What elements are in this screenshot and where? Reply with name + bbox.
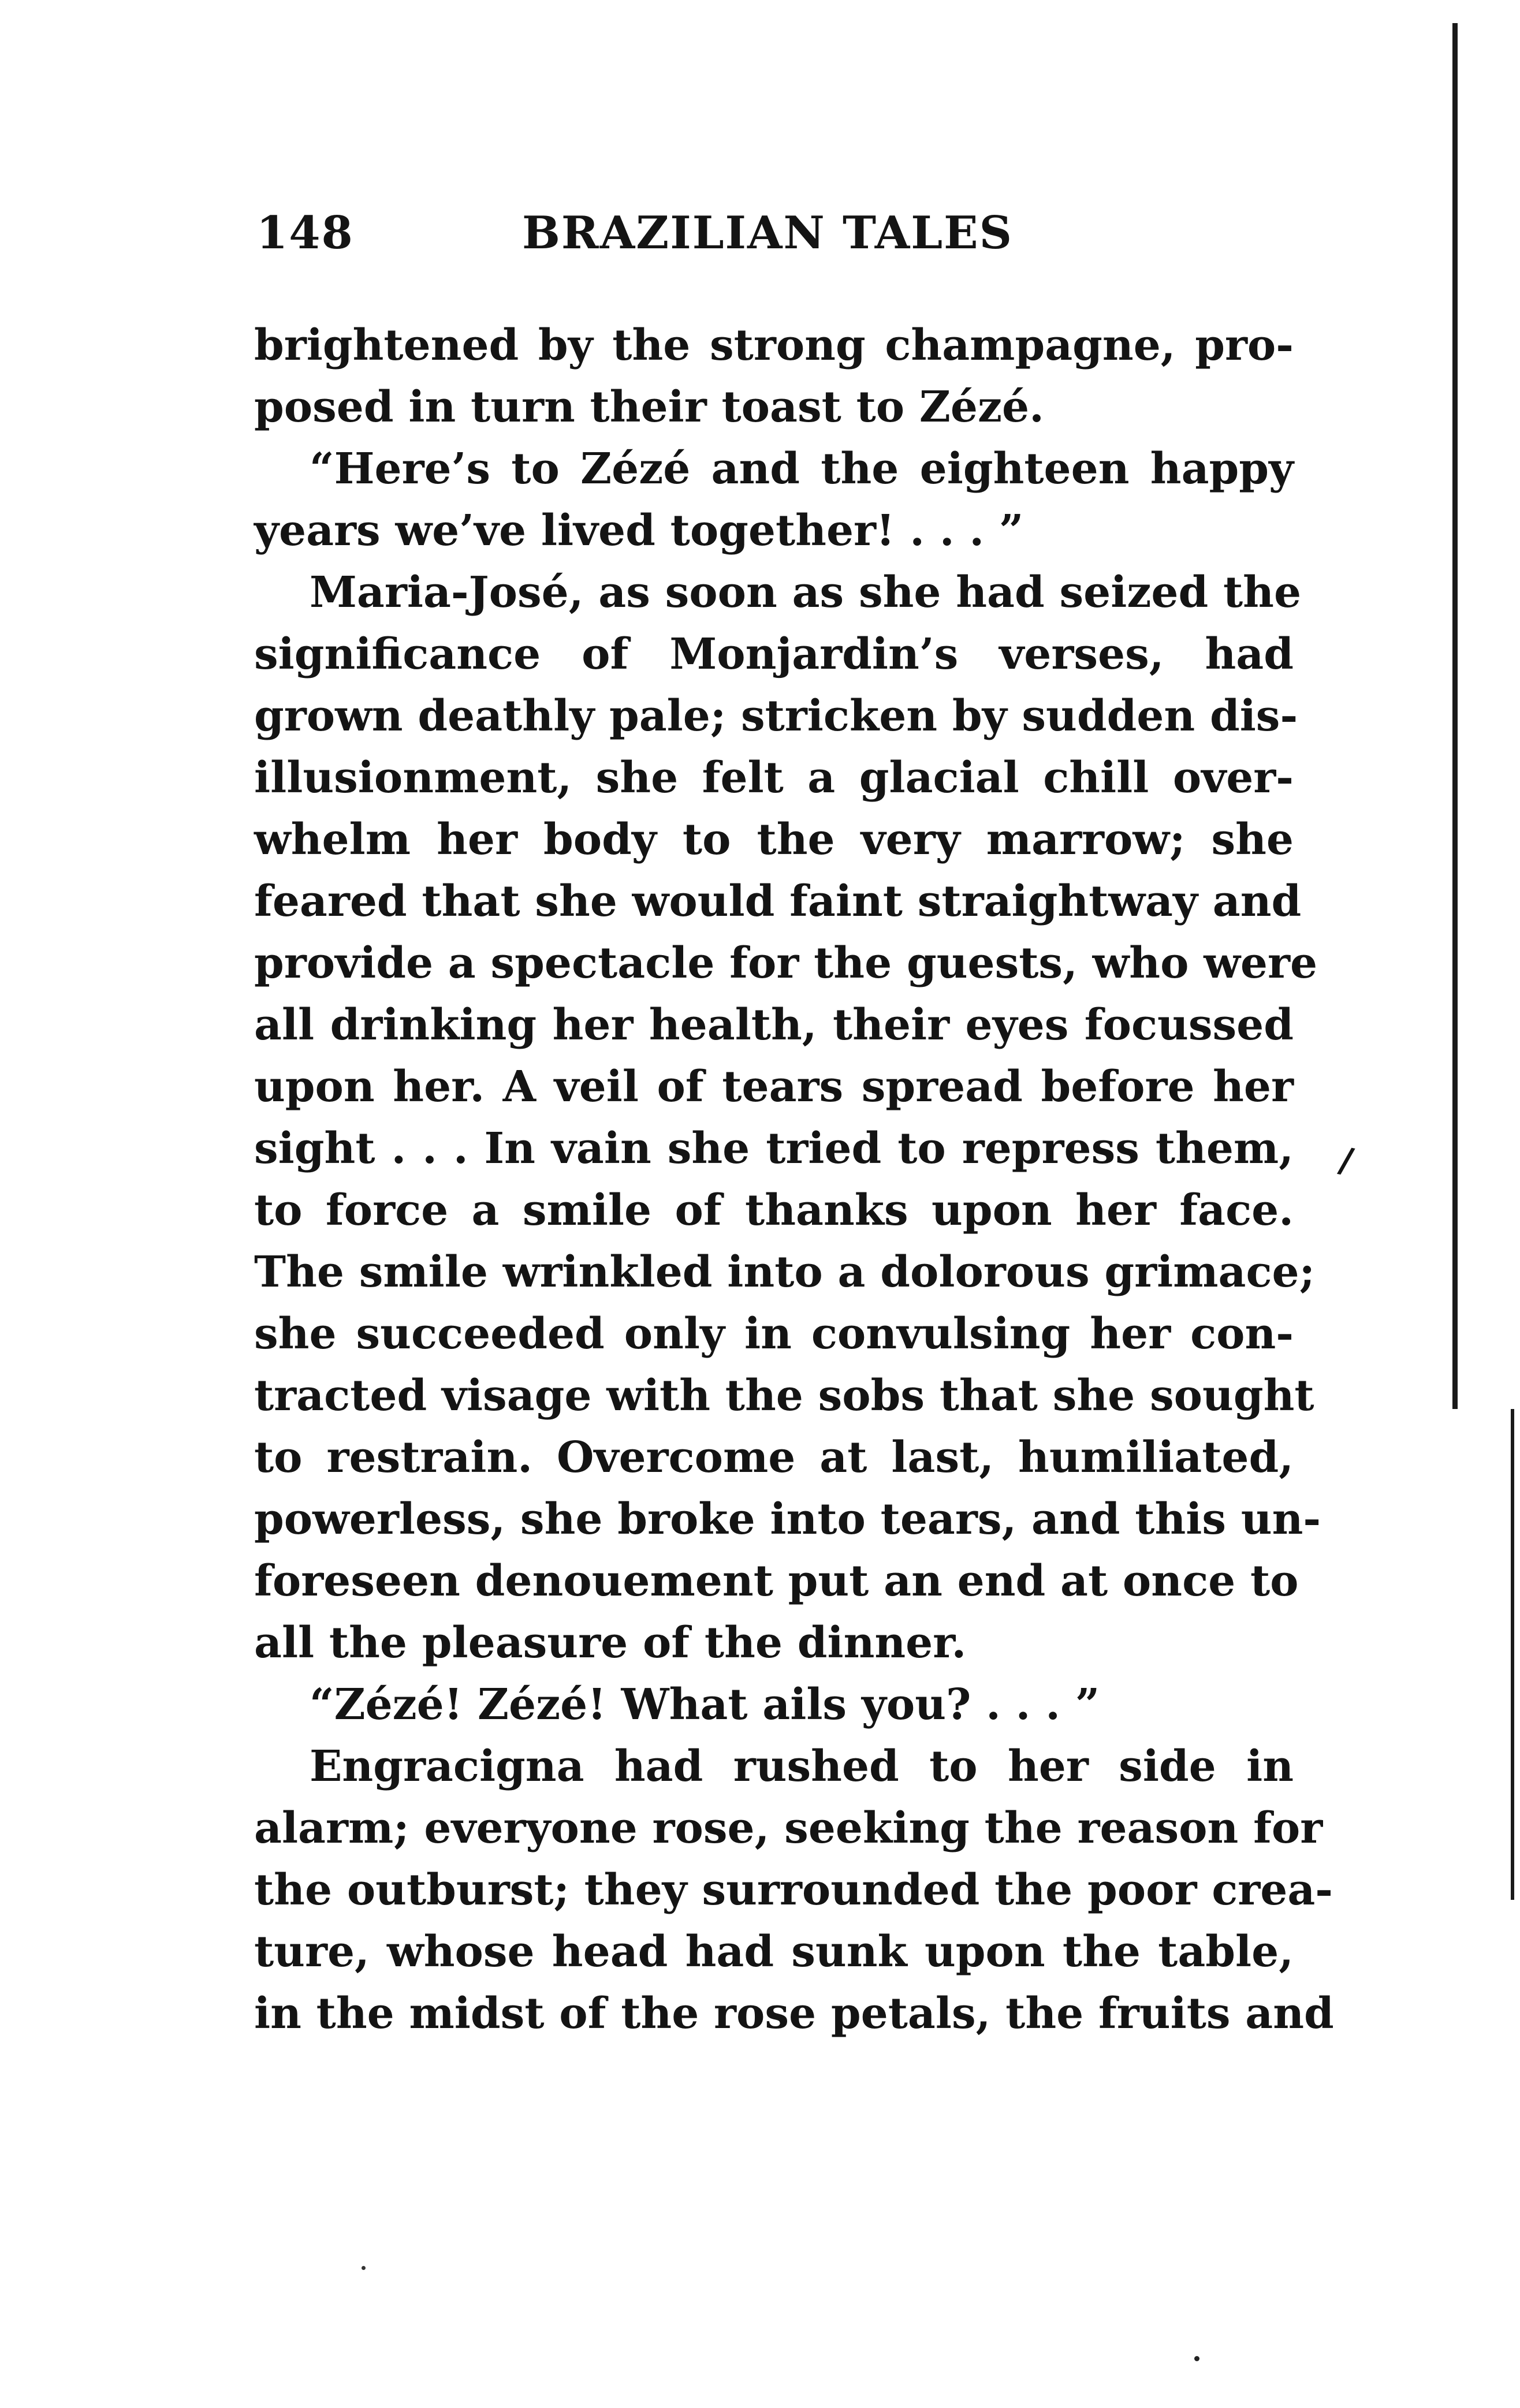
text-line: ture, whose head had sunk upon the table, <box>254 1927 1294 1977</box>
margin-mark: / <box>1335 1139 1357 1182</box>
text-line: in the midst of the rose petals, the fruits and <box>254 1989 1334 2038</box>
page-edge-line-lower <box>1511 1409 1514 1900</box>
text-line: powerless, she broke into tears, and this un- <box>254 1494 1321 1544</box>
text-line: to restrain. Overcome at last, humiliated, <box>254 1433 1294 1482</box>
text-line: years we’ve lived together! . . . ” <box>254 506 1024 556</box>
text-line: “Here’s to Zézé and the eighteen happy <box>310 444 1294 494</box>
text-line: sight . . . In vain she tried to repress them, <box>254 1124 1294 1173</box>
running-title: BRAZILIAN TALES <box>522 207 1013 259</box>
text-line: “Zézé! Zézé! What ails you? . . . ” <box>310 1680 1100 1729</box>
text-line: the outburst; they surrounded the poor crea- <box>254 1865 1333 1915</box>
text-line: to force a smile of thanks upon her face. <box>254 1186 1294 1235</box>
text-line: posed in turn their toast to Zézé. <box>254 382 1044 432</box>
print-speck <box>1194 2356 1199 2361</box>
text-line: tracted visage with the sobs that she sought <box>254 1371 1314 1421</box>
text-line: she succeeded only in convulsing her con- <box>254 1309 1294 1359</box>
text-line: foreseen denouement put an end at once to <box>254 1556 1299 1606</box>
text-line: upon her. A veil of tears spread before her <box>254 1062 1294 1112</box>
print-speck <box>362 2266 366 2270</box>
page-edge-line <box>1452 23 1458 1409</box>
text-line: all the pleasure of the dinner. <box>254 1618 967 1668</box>
text-line: Engracigna had rushed to her side in <box>310 1742 1294 1791</box>
text-line: significance of Monjardin’s verses, had <box>254 629 1294 679</box>
text-line: whelm her body to the very marrow; she <box>254 815 1294 864</box>
body-text <box>254 315 1334 2045</box>
text-line: brightened by the strong champagne, pro- <box>254 320 1294 370</box>
text-line: illusionment, she felt a glacial chill over- <box>254 753 1294 803</box>
text-line: Maria-José, as soon as she had seized the <box>310 568 1302 617</box>
text-line: alarm; everyone rose, seeking the reason for <box>254 1803 1323 1853</box>
text-line: all drinking her health, their eyes focussed <box>254 1000 1294 1050</box>
text-line: grown deathly pale; stricken by sudden dis- <box>254 691 1298 741</box>
running-header <box>256 199 1024 268</box>
text-line: feared that she would faint straightway and <box>254 877 1302 926</box>
text-line: provide a spectacle for the guests, who were <box>254 938 1318 988</box>
page-number: 148 <box>256 207 354 259</box>
text-line: The smile wrinkled into a dolorous grimace; <box>254 1247 1315 1297</box>
